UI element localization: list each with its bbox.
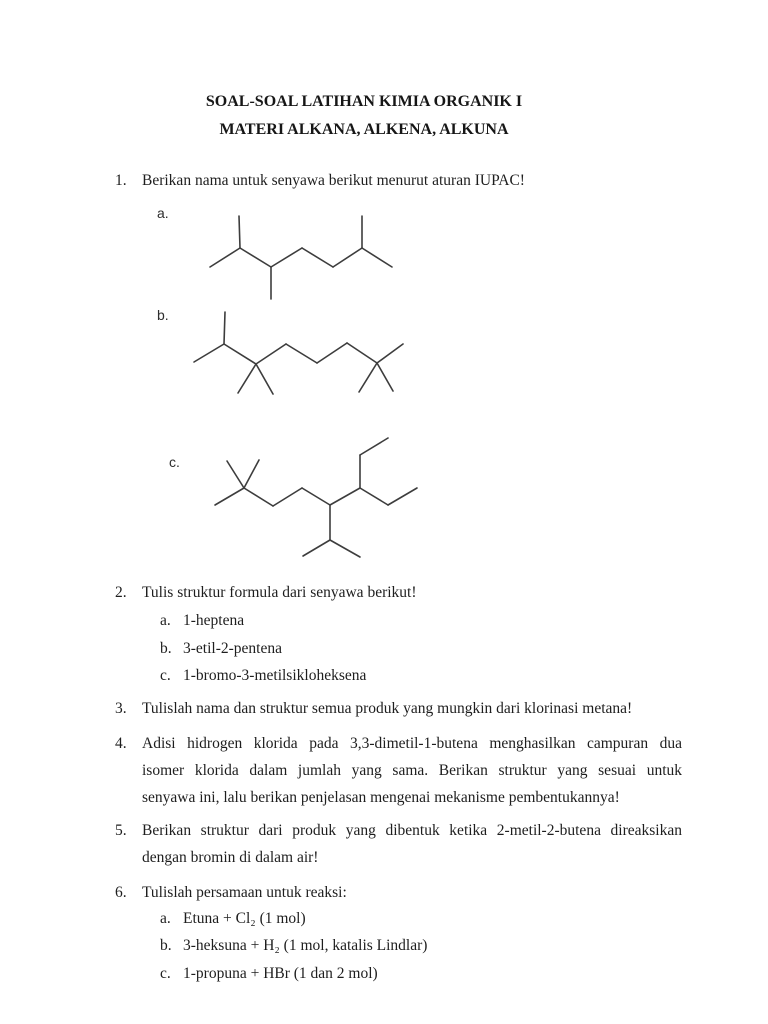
structure-b-skeletal-drawing [185, 300, 415, 405]
question-6-item-a-letter: a. [160, 910, 171, 927]
question-1 [0, 167, 768, 194]
question-4-text-line-2: isomer klorida dalam jumlah yang sama. Berikan struktur yang sesuai untuk [142, 762, 682, 779]
question-2-item-b-text: 3-etil-2-pentena [183, 640, 282, 657]
document-title-line-1: SOAL-SOAL LATIHAN KIMIA ORGANIK I [205, 93, 523, 110]
question-3 [0, 695, 768, 722]
question-4-text-line-1: Adisi hidrogen klorida pada 3,3-dimetil-1-butena menghasilkan campuran dua [142, 735, 682, 752]
question-5-text-line-2: dengan bromin di dalam air! [142, 849, 319, 866]
question-2-item-b-letter: b. [160, 640, 172, 657]
question-6-item-c-text: 1-propuna + HBr (1 dan 2 mol) [183, 965, 378, 982]
question-2 [0, 579, 768, 606]
question-5 [0, 817, 768, 871]
structure-c-skeletal-drawing [205, 425, 430, 565]
question-2-item-c-letter: c. [160, 667, 171, 684]
question-2-item-a-letter: a. [160, 612, 171, 629]
question-5-text-line-1: Berikan struktur dari produk yang dibentuk ketika 2-metil-2-butena direaksikan [142, 822, 682, 839]
question-6-item-c [0, 960, 768, 987]
question-1-text: Berikan nama untuk senyawa berikut menurut aturan IUPAC! [142, 172, 525, 189]
document-title-line-2: MATERI ALKANA, ALKENA, ALKUNA [219, 121, 509, 138]
question-6-text: Tulislah persamaan untuk reaksi: [142, 884, 347, 901]
question-2-item-c [0, 662, 768, 689]
question-2-item-a-text: 1-heptena [183, 612, 245, 629]
structure-a-label: a. [157, 205, 169, 221]
question-2-text: Tulis struktur formula dari senyawa berikut! [142, 584, 417, 601]
question-4-number: 4. [115, 735, 127, 752]
question-2-item-c-text: 1-bromo-3-metilsikloheksena [183, 667, 367, 684]
question-3-number: 3. [115, 700, 127, 717]
question-2-item-a [0, 607, 768, 634]
question-6-item-c-letter: c. [160, 965, 171, 982]
question-3-text: Tulislah nama dan struktur semua produk yang mungkin dari klorinasi metana! [142, 700, 633, 717]
question-4 [0, 730, 768, 811]
question-4-text-line-3: senyawa ini, lalu berikan penjelasan mengenai mekanisme pembentukannya! [142, 789, 620, 806]
question-2-item-b [0, 635, 768, 662]
question-1-number: 1. [115, 172, 127, 189]
question-6-item-b-letter: b. [160, 937, 172, 954]
question-6-item-b [0, 932, 768, 959]
question-5-number: 5. [115, 822, 127, 839]
structure-b-label: b. [157, 307, 169, 323]
structure-c-label: c. [169, 454, 180, 470]
question-6-item-b-text: 3-heksuna + H₂ (1 mol, katalis Lindlar) [183, 937, 428, 954]
question-6 [0, 879, 768, 906]
question-6-number: 6. [115, 884, 127, 901]
question-6-item-a-text: Etuna + Cl₂ (1 mol) [183, 910, 306, 927]
question-6-item-a [0, 905, 768, 932]
structure-a-skeletal-drawing [190, 205, 405, 310]
question-2-number: 2. [115, 584, 127, 601]
